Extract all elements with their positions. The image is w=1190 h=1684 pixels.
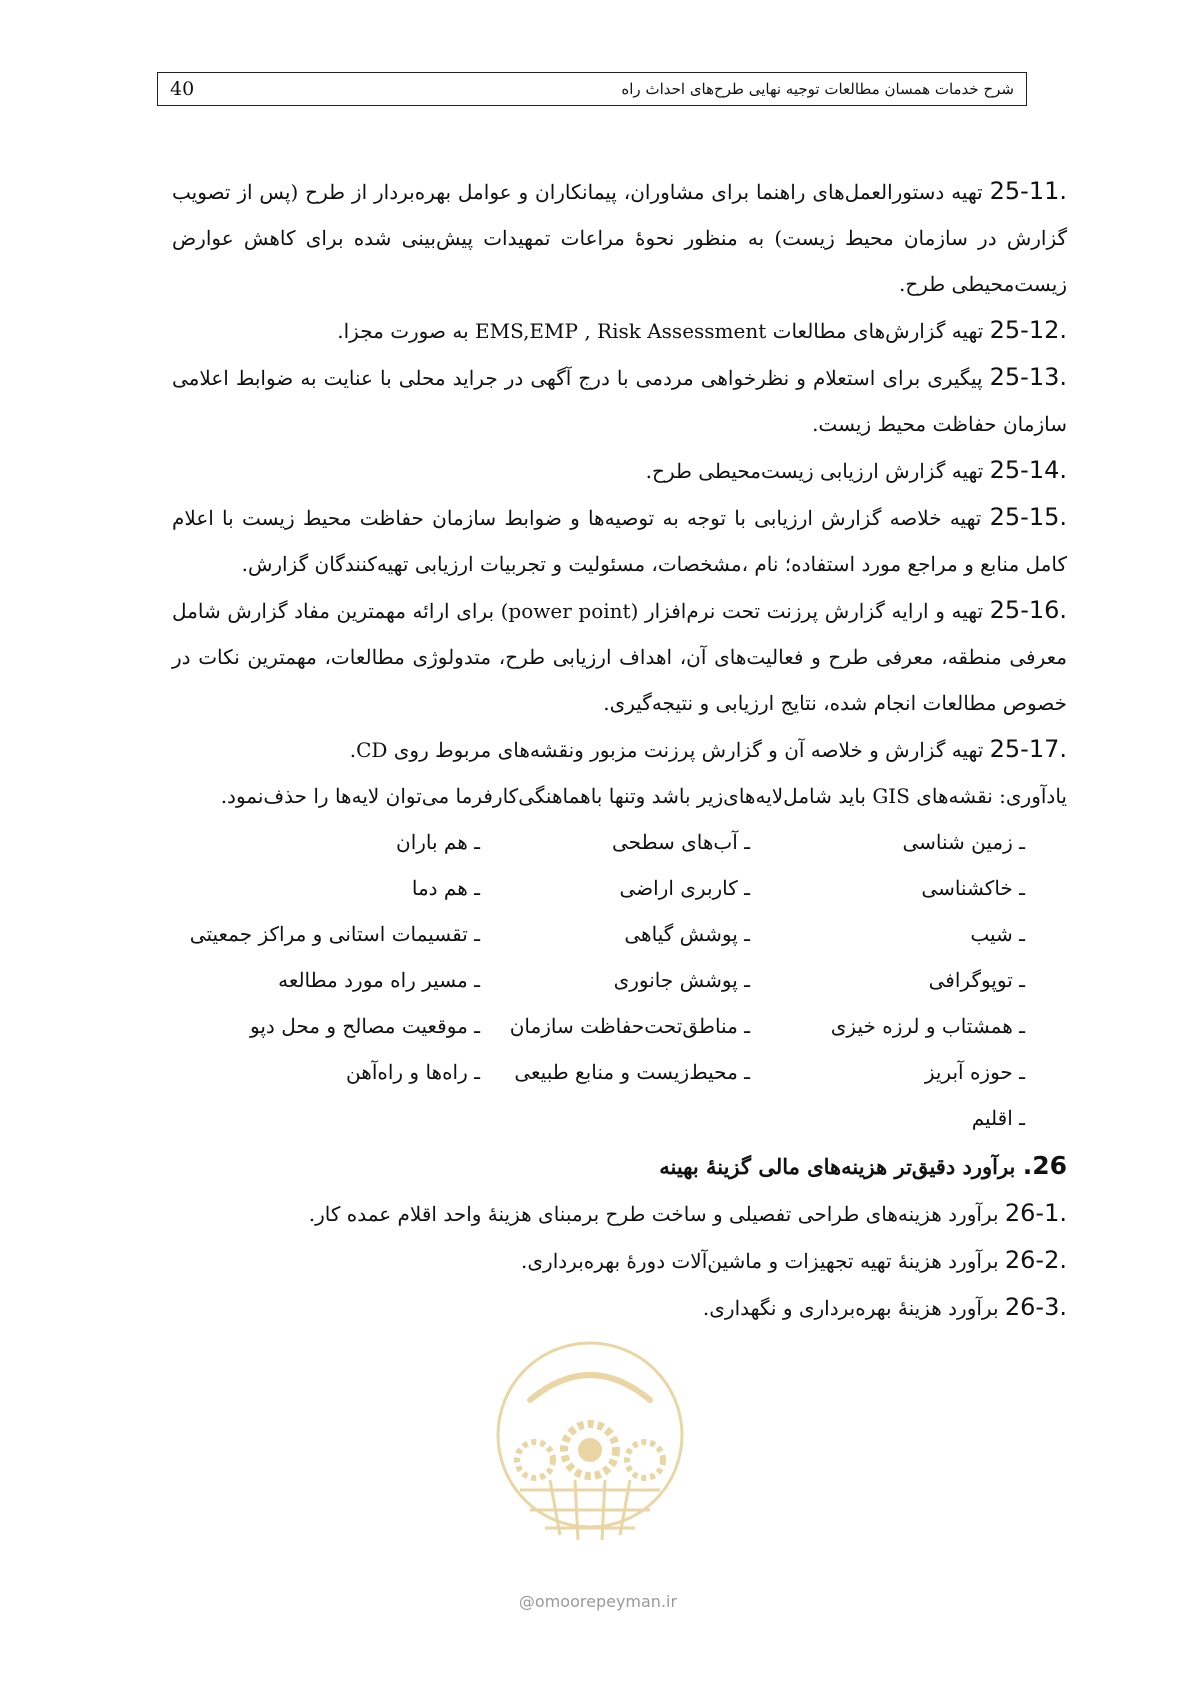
item-text: تهیه گزارش ارزیابی زیست‌محیطی طرح.: [645, 459, 984, 483]
item-text: برآورد هزینهٔ تهیه تجهیزات و ماشین‌آلات دورهٔ بهره‌برداری.: [521, 1249, 999, 1273]
gis-layer-item: ـ تقسیمات استانی و مراکز جمعیتی: [189, 922, 480, 946]
gis-layer-item: ـ زمین شناسی: [902, 830, 1025, 854]
item-number: 26-2.: [1004, 1246, 1067, 1274]
list-item: [172, 1284, 1067, 1331]
watermark-site: @omoorepeyman.ir: [518, 1592, 678, 1611]
gis-layer-item: ـ شیب: [970, 922, 1025, 946]
gis-layer-item: ـ اقلیم: [971, 1106, 1025, 1130]
gis-layer-item: [480, 1095, 750, 1141]
item-number: 25-16.: [989, 596, 1068, 624]
gis-layer-item: ـ راه‌ها و راه‌آهن: [346, 1060, 480, 1084]
gis-layer-item: ـ کاربری اراضی: [619, 876, 750, 900]
item-text: پیگیری برای استعلام و نظرخواهی مردمی با درج آگهی در جراید محلی با عنایت به ضوابط اعلامی سازمان حفاظت محیط زیست.: [172, 366, 1067, 436]
list-item: [172, 587, 1067, 726]
items-25-list: [172, 168, 1067, 773]
section-26-heading: [172, 1143, 1067, 1190]
gis-layer-item: ـ مسیر راه مورد مطالعه: [278, 968, 480, 992]
item-text: برآورد هزینه‌های طراحی تفصیلی و ساخت طرح برمبنای هزینهٔ واحد اقلام عمده کار.: [308, 1202, 999, 1226]
running-title: شرح خدمات همسان مطالعات توجیه نهایی طرح‌های احداث راه: [621, 80, 1014, 98]
list-item: [172, 307, 1067, 354]
item-number: 25-17.: [989, 735, 1067, 763]
list-item: [172, 1190, 1067, 1237]
item-text: تهیه خلاصه گزارش ارزیابی با توجه به توصیه‌ها و ضوابط سازمان حفاظت محیط زیست با اعلام کامل منابع و مراجع مورد استفاده؛ نام ،مشخصات، مسئولیت و تجربیات ارزیابی تهیه‌کنندگان گزارش.: [172, 506, 1067, 576]
list-item: [172, 354, 1067, 447]
gis-layer-item: ـ توپوگرافی: [928, 968, 1025, 992]
gis-layer-item: ـ محیط‌زیست و منابع طبیعی: [514, 1060, 750, 1084]
list-item: [172, 726, 1067, 773]
section-26-number: 26.: [1022, 1151, 1067, 1180]
item-text: تهیه گزارش و خلاصه آن و گزارش پرزنت مزبور ونقشه‌های مربوط روی CD.: [349, 738, 984, 762]
gis-layer-item: ـ هم دما: [411, 876, 480, 900]
list-item: [172, 447, 1067, 494]
gis-layer-item: ـ موقعیت مصالح و محل دپو: [250, 1014, 480, 1038]
gis-layer-item: [170, 1095, 480, 1141]
page-header: [157, 72, 1027, 106]
watermark-logo-icon: [490, 1330, 690, 1560]
gis-layer-item: ـ حوزه آبریز: [924, 1060, 1025, 1084]
item-number: 25-13.: [989, 363, 1068, 391]
item-text: تهیه گزارش‌های مطالعات EMS,EMP , Risk Assessment به صورت مجزا.: [337, 319, 984, 343]
gis-layer-item: ـ هم باران: [396, 830, 480, 854]
item-number: 26-3.: [1004, 1293, 1067, 1321]
gis-layer-item: ـ مناطق‌تحت‌حفاظت سازمان: [509, 1014, 750, 1038]
gis-layer-item: ـ خاکشناسی: [921, 876, 1025, 900]
gis-layer-item: ـ همشتاب و لرزه خیزی: [830, 1014, 1025, 1038]
items-26-list: [172, 1190, 1067, 1331]
gis-layer-item: ـ پوشش گیاهی: [624, 922, 750, 946]
item-text: تهیه دستورالعمل‌های راهنما برای مشاوران، پیمانکاران و عوامل بهره‌بردار از طرح (پس از تصویب گزارش در سازمان محیط زیست) به منظور نحوهٔ مراعات تمهیدات پیش‌بینی شده برای کاهش عوارض زیست‌محیطی طرح.: [172, 180, 1067, 296]
item-text: تهیه و ارایه گزارش پرزنت تحت نرم‌افزار (power point) برای ارائه مهمترین مفاد گزارش شامل معرفی منطقه، معرفی طرح و فعالیت‌های آن، اهداف ارزیابی طرح، متدولوژی مطالعات، مهمترین نکات در خصوص مطالعات انجام شده، نتایج ارزیابی و نتیجه‌گیری.: [172, 599, 1067, 715]
gis-layers-grid: [172, 819, 1067, 1141]
item-number: 26-1.: [1004, 1199, 1067, 1227]
item-number: 25-11.: [989, 177, 1068, 205]
gis-layer-item: ـ پوشش جانوری: [613, 968, 750, 992]
item-number: 25-15.: [989, 503, 1067, 531]
section-26-title: برآورد دقیق‌تر هزینه‌های مالی گزینهٔ بهینه: [659, 1154, 1016, 1179]
list-item: [172, 1237, 1067, 1284]
item-number: 25-14.: [989, 456, 1067, 484]
gis-reminder: یادآوری: نقشه‌های GIS باید شامل‌لایه‌های‌زیر باشد وتنها باهماهنگی‌کارفرما می‌توان لایه‌ها را حذف‌نمود.: [220, 784, 1067, 808]
list-item: [172, 494, 1067, 587]
page-content: [172, 168, 1067, 1331]
list-item: [172, 168, 1067, 307]
page-number: 40: [170, 78, 195, 100]
item-number: 25-12.: [989, 316, 1067, 344]
item-text: برآورد هزینهٔ بهره‌برداری و نگهداری.: [702, 1296, 999, 1320]
gis-layer-item: ـ آب‌های سطحی: [612, 830, 750, 854]
